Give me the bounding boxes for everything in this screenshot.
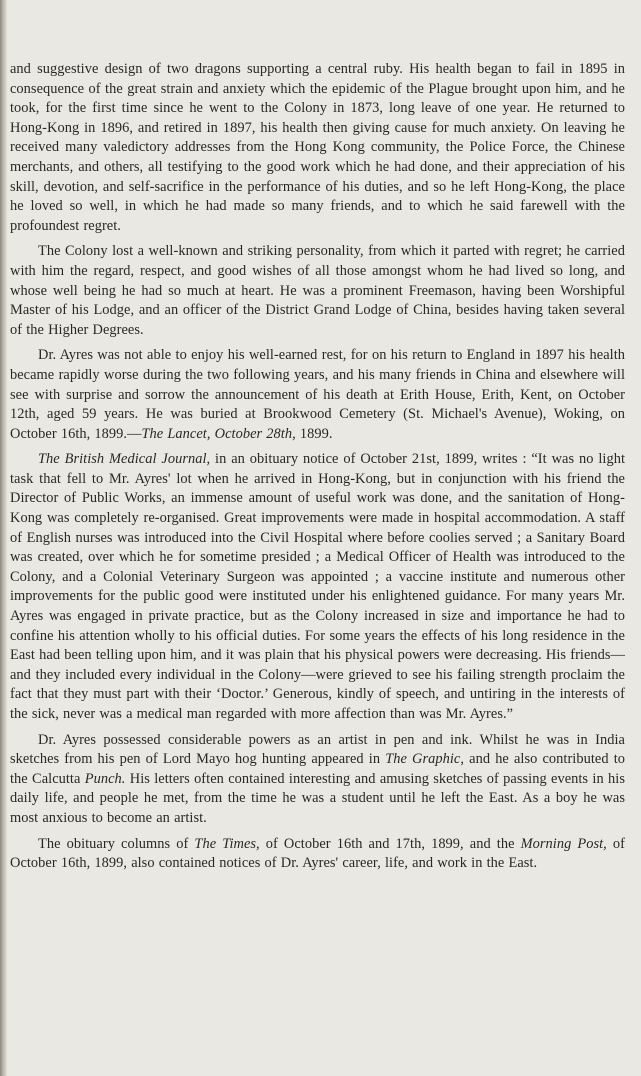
paragraph-career-retirement [10, 60, 625, 236]
body-text-run: and he also contributed to the Calcutta [10, 751, 625, 787]
body-text-run: The Colony lost a well-known and striking personality, from which it parted with regret; he carried with him the regard, respect, and good wishes of all those amongst whom he had lived so long, and whose well being he had so much at heart. He was a prominent Freemason, having been Worshipful Master of his Lodge, and an officer of the District Grand Lodge of China, besides having taken several of the Higher Degrees. [10, 243, 625, 338]
paragraph-artist-powers [10, 731, 625, 829]
scan-binding-edge [0, 0, 7, 1076]
body-text-run: Dr. Ayres was not able to enjoy his well-earned rest, for on his return to England in 1897 his health became rapidly worse during the two following years, and his many friends in China and elsewhere will see with surprise and sorrow the announcement of his death at Erith House, Erith, Kent, on October 12th, aged 59 years. He was buried at Brookwood Cemetery (St. Michael's Avenue), Woking, on October 16th, 1899.— [10, 347, 625, 442]
body-text-run: 1899. [295, 425, 333, 442]
paragraph-bmj-obituary [10, 450, 625, 724]
italic-citation-text: The Graphic, [385, 751, 465, 768]
body-text-run: in an obituary notice of October 21st, 1899, writes : “It was no light task that fell to Mr. Ayres' lot when he arrived in Hong-Kong, but in conjunction with his friend the Director of Public Works, an immense amount of useful work was done, and the sanitation of Hong-Kong was completely re-organised. Great improvements were made in hospital accommodation. A staff of English nurses was introduced into the Civil Hospital where before coolies served ; a Sanitary Board was created, over which he for sometime presided ; a Medical Officer of Health was introduced to the Colony, and a Colonial Veterinary Surgeon was appointed ; a vaccine institute and numerous other improvements for the public good were instituted under his enlightened guidance. For many years Mr. Ayres was engaged in private practice, but as the Colony increased in size and importance he had to confine his attention wholly to his official duties. For some years the effects of his long residence in the East had been telling upon him, and it was plain that his physical powers were decreasing. His friends—and they included every individual in the Colony—were grieved to see his failing strength proclaim the fact that they must part with their ‘Doctor.’ Generous, kindly of speech, and untiring in the interests of the sick, never was a medical man regarded with more affection than was Mr. Ayres.” [10, 451, 625, 722]
body-text-run: His letters often contained interesting and amusing sketches of passing events in his daily life, and people he met, from the time he was a student until he left the East. As a boy he was most anxious to become an artist. [10, 770, 625, 826]
italic-citation-text: The Times, [194, 835, 260, 852]
body-text-run: of October 16th and 17th, 1899, and the [259, 835, 521, 852]
body-text-run: of October 16th, 1899, also contained notices of Dr. Ayres' career, life, and work in the East. [10, 835, 625, 872]
paragraph-death-notice [10, 346, 625, 444]
italic-citation-text: The British Medical Journal, [38, 451, 211, 468]
italic-citation-text: Morning Post, [520, 835, 607, 852]
body-text-run: Dr. Ayres possessed considerable powers as an artist in pen and ink. Whilst he was in India sketches from his pen of Lord Mayo hog hunting appeared in [10, 731, 625, 768]
body-text-run: The obituary columns of [38, 835, 195, 852]
document-page [10, 60, 625, 880]
paragraph-times-morning-post [10, 835, 625, 874]
italic-citation-text: Punch. [84, 770, 126, 787]
paragraph-colony-loss [10, 242, 625, 340]
body-text-run: and suggestive design of two dragons supporting a central ruby. His health began to fail in 1895 in consequence of the great strain and anxiety which the epidemic of the Plague brought upon him, and he took, for the first time since he went to the Colony in 1873, long leave of one year. He returned to Hong-Kong in 1896, and retired in 1897, his health then giving cause for much anxiety. On leaving he received many valedictory addresses from the Hong Kong community, the Police Force, the Chinese merchants, and others, all testifying to the good work which he had done, and their appreciation of his skill, devotion, and self-sacrifice in the performance of his duties, and so he left Hong-Kong, the place he loved so well, in which he had made so many friends, and to which he said farewell with the profoundest regret. [10, 61, 625, 234]
italic-citation-text: The Lancet, October 28th, [141, 425, 296, 442]
